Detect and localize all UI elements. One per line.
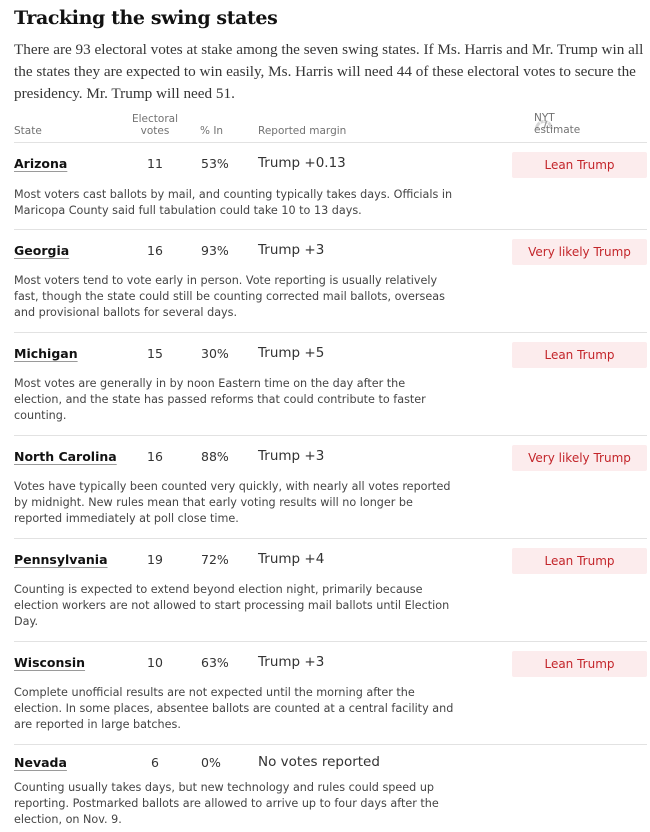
electoral-votes: 19 bbox=[147, 552, 163, 567]
reported-margin: Trump +3 bbox=[258, 654, 325, 670]
header-percent-in: % In bbox=[200, 125, 224, 137]
state-link[interactable]: Wisconsin bbox=[14, 655, 86, 670]
state-description: Votes have typically been counted very quickly, with nearly all votes reported by midnight. New rules mean that early voting results will no longer be reported immediately at poll close time. bbox=[14, 480, 451, 525]
estimate-badge: Very likely Trump bbox=[512, 239, 647, 265]
state-link[interactable]: Georgia bbox=[14, 243, 70, 258]
header-state: State bbox=[14, 125, 42, 137]
state-link[interactable]: Nevada bbox=[14, 755, 67, 770]
state-description: Most voters cast ballots by mail, and counting typically takes days. Officials in Maricopa County said full tabulation could take 10 to 13 days. bbox=[14, 188, 453, 217]
state-description: Most voters tend to vote early in person. Vote reporting is usually relatively fast, though the state could still be counting corrected mail ballots, overseas and provisional ballots for several days. bbox=[14, 274, 445, 319]
table-header bbox=[14, 110, 647, 143]
estimate-badge: Lean Trump bbox=[512, 548, 647, 574]
table-row bbox=[14, 539, 647, 642]
electoral-votes: 16 bbox=[147, 243, 163, 258]
reported-margin: No votes reported bbox=[258, 754, 380, 770]
table-row bbox=[14, 436, 647, 539]
percent-in: 93% bbox=[201, 243, 229, 258]
electoral-votes: 16 bbox=[147, 449, 163, 464]
table-row bbox=[14, 230, 647, 333]
state-link[interactable]: North Carolina bbox=[14, 449, 117, 464]
percent-in: 72% bbox=[201, 552, 229, 567]
estimate-badge: Lean Trump bbox=[512, 342, 647, 368]
state-description: Counting is expected to extend beyond election night, primarily because election workers are not allowed to start processing mail ballots until Election Day. bbox=[14, 583, 450, 628]
reported-margin: Trump +0.13 bbox=[258, 155, 346, 171]
percent-in: 30% bbox=[201, 346, 229, 361]
state-description: Counting usually takes days, but new technology and rules could speed up reporting. Postmarked ballots are allowed to arrive up to four days after the election, on Nov. 9. bbox=[14, 781, 439, 826]
intro-text: There are 93 electoral votes at stake among the seven swing states. If Ms. Harris and Mr. Trump win all the states they are expected to win easily, Ms. Harris will need 44 of these electoral votes to secure the presidency. Mr. Trump will need 51. bbox=[14, 41, 644, 102]
estimate-badge: Lean Trump bbox=[512, 152, 647, 178]
header-electoral-votes: Electoral votes bbox=[132, 113, 178, 137]
page-title: Tracking the swing states bbox=[14, 7, 278, 29]
state-description: Most votes are generally in by noon Eastern time on the day after the election, and the state has passed reforms that could contribute to faster counting. bbox=[14, 377, 426, 422]
reported-margin: Trump +3 bbox=[258, 448, 325, 464]
electoral-votes: 15 bbox=[147, 346, 163, 361]
state-description: Complete unofficial results are not expected until the morning after the election. In some places, absentee ballots are counted at a central facility and are reported in large batches. bbox=[14, 686, 454, 731]
header-estimate-label: NYT estimate bbox=[534, 112, 581, 136]
table-row bbox=[14, 143, 647, 230]
reported-margin: Trump +4 bbox=[258, 551, 325, 567]
state-link[interactable]: Michigan bbox=[14, 346, 78, 361]
table-row bbox=[14, 333, 647, 436]
electoral-votes: 11 bbox=[147, 156, 163, 171]
percent-in: 88% bbox=[201, 449, 229, 464]
table-row bbox=[14, 745, 647, 832]
percent-in: 0% bbox=[201, 755, 221, 770]
header-reported-margin: Reported margin bbox=[258, 125, 347, 137]
table-row bbox=[14, 642, 647, 745]
percent-in: 63% bbox=[201, 655, 229, 670]
electoral-votes: 6 bbox=[151, 755, 159, 770]
estimate-badge: Lean Trump bbox=[512, 651, 647, 677]
estimate-badge: Very likely Trump bbox=[512, 445, 647, 471]
state-link[interactable]: Pennsylvania bbox=[14, 552, 108, 567]
reported-margin: Trump +5 bbox=[258, 345, 325, 361]
percent-in: 53% bbox=[201, 156, 229, 171]
state-link[interactable]: Arizona bbox=[14, 156, 68, 171]
electoral-votes: 10 bbox=[147, 655, 163, 670]
reported-margin: Trump +3 bbox=[258, 242, 325, 258]
